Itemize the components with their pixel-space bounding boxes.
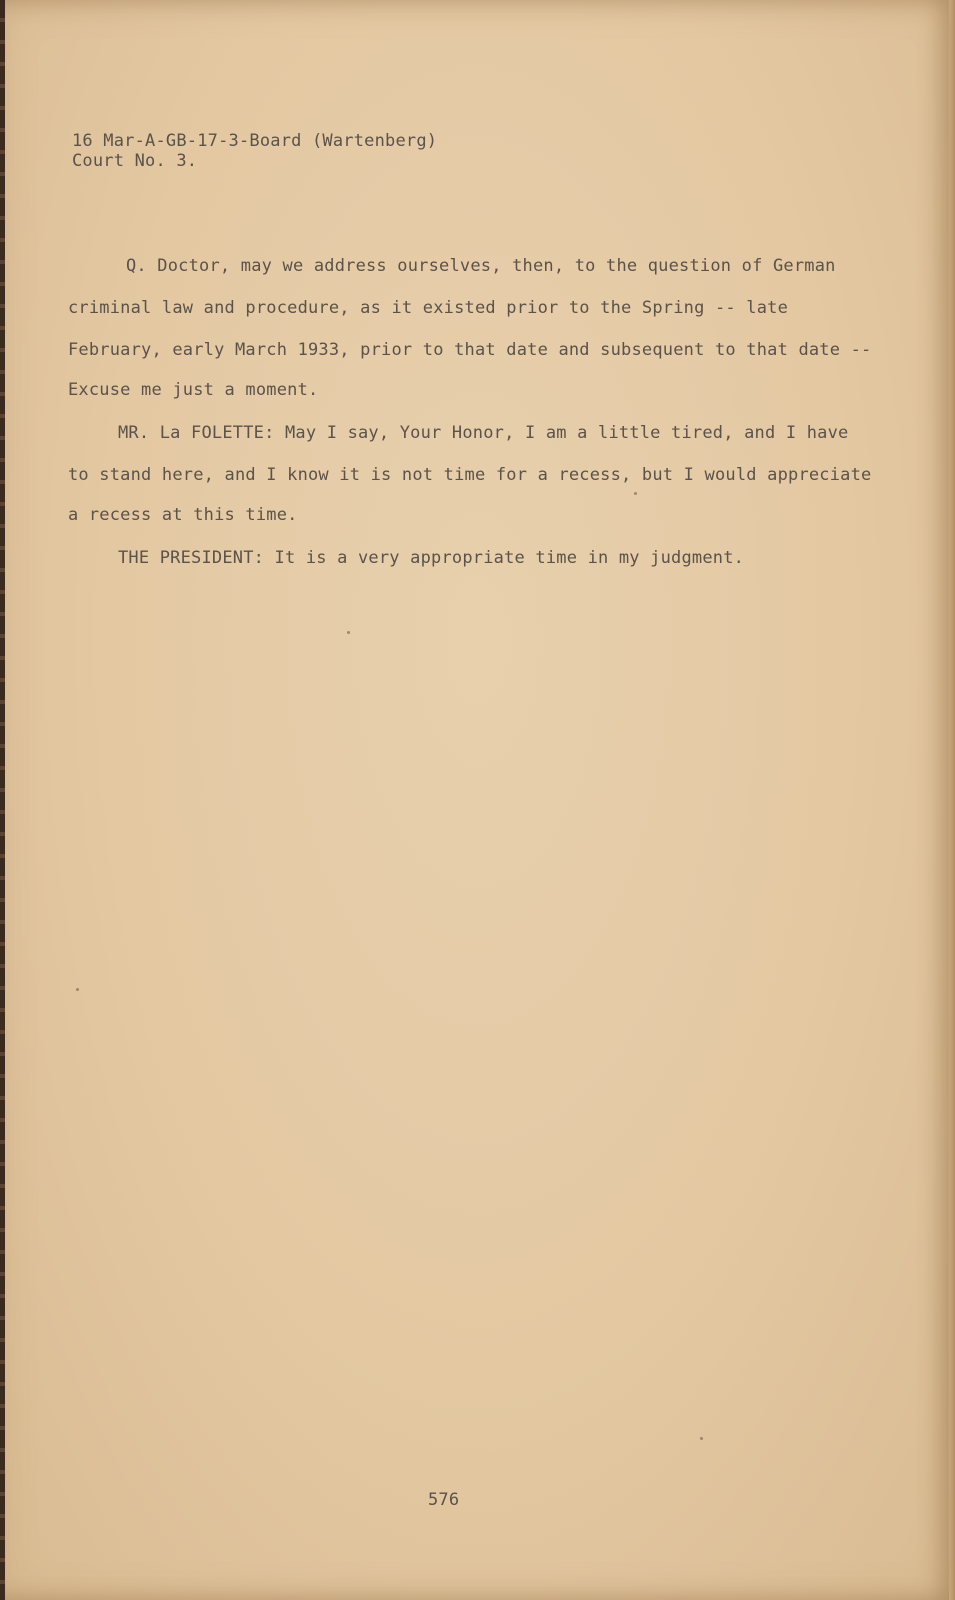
transcript-line: Excuse me just a moment. [68, 380, 319, 400]
paper-speck [347, 631, 350, 634]
paper-speck [700, 1437, 703, 1440]
header-line-2: Court No. 3. [72, 151, 198, 171]
transcript-line: a recess at this time. [68, 505, 298, 525]
page-number: 576 [428, 1490, 460, 1510]
transcript-line: THE PRESIDENT: It is a very appropriate time in my judgment. [118, 548, 745, 568]
transcript-line: to stand here, and I know it is not time for a recess, but I would appreciate [68, 465, 872, 485]
binding-edge [0, 0, 5, 1600]
transcript-line: MR. La FOLETTE: May I say, Your Honor, I am a little tired, and I have [118, 423, 849, 443]
paper-speck [634, 492, 637, 495]
paper-speck [76, 988, 79, 991]
page-edge-shadow [949, 0, 955, 1600]
transcript-line: February, early March 1933, prior to that date and subsequent to that date -- [68, 340, 872, 360]
transcript-line: criminal law and procedure, as it existed prior to the Spring -- late [68, 298, 789, 318]
header-line-1: 16 Mar-A-GB-17-3-Board (Wartenberg) [72, 131, 438, 151]
transcript-line: Q. Doctor, may we address ourselves, then, to the question of German [126, 256, 836, 276]
